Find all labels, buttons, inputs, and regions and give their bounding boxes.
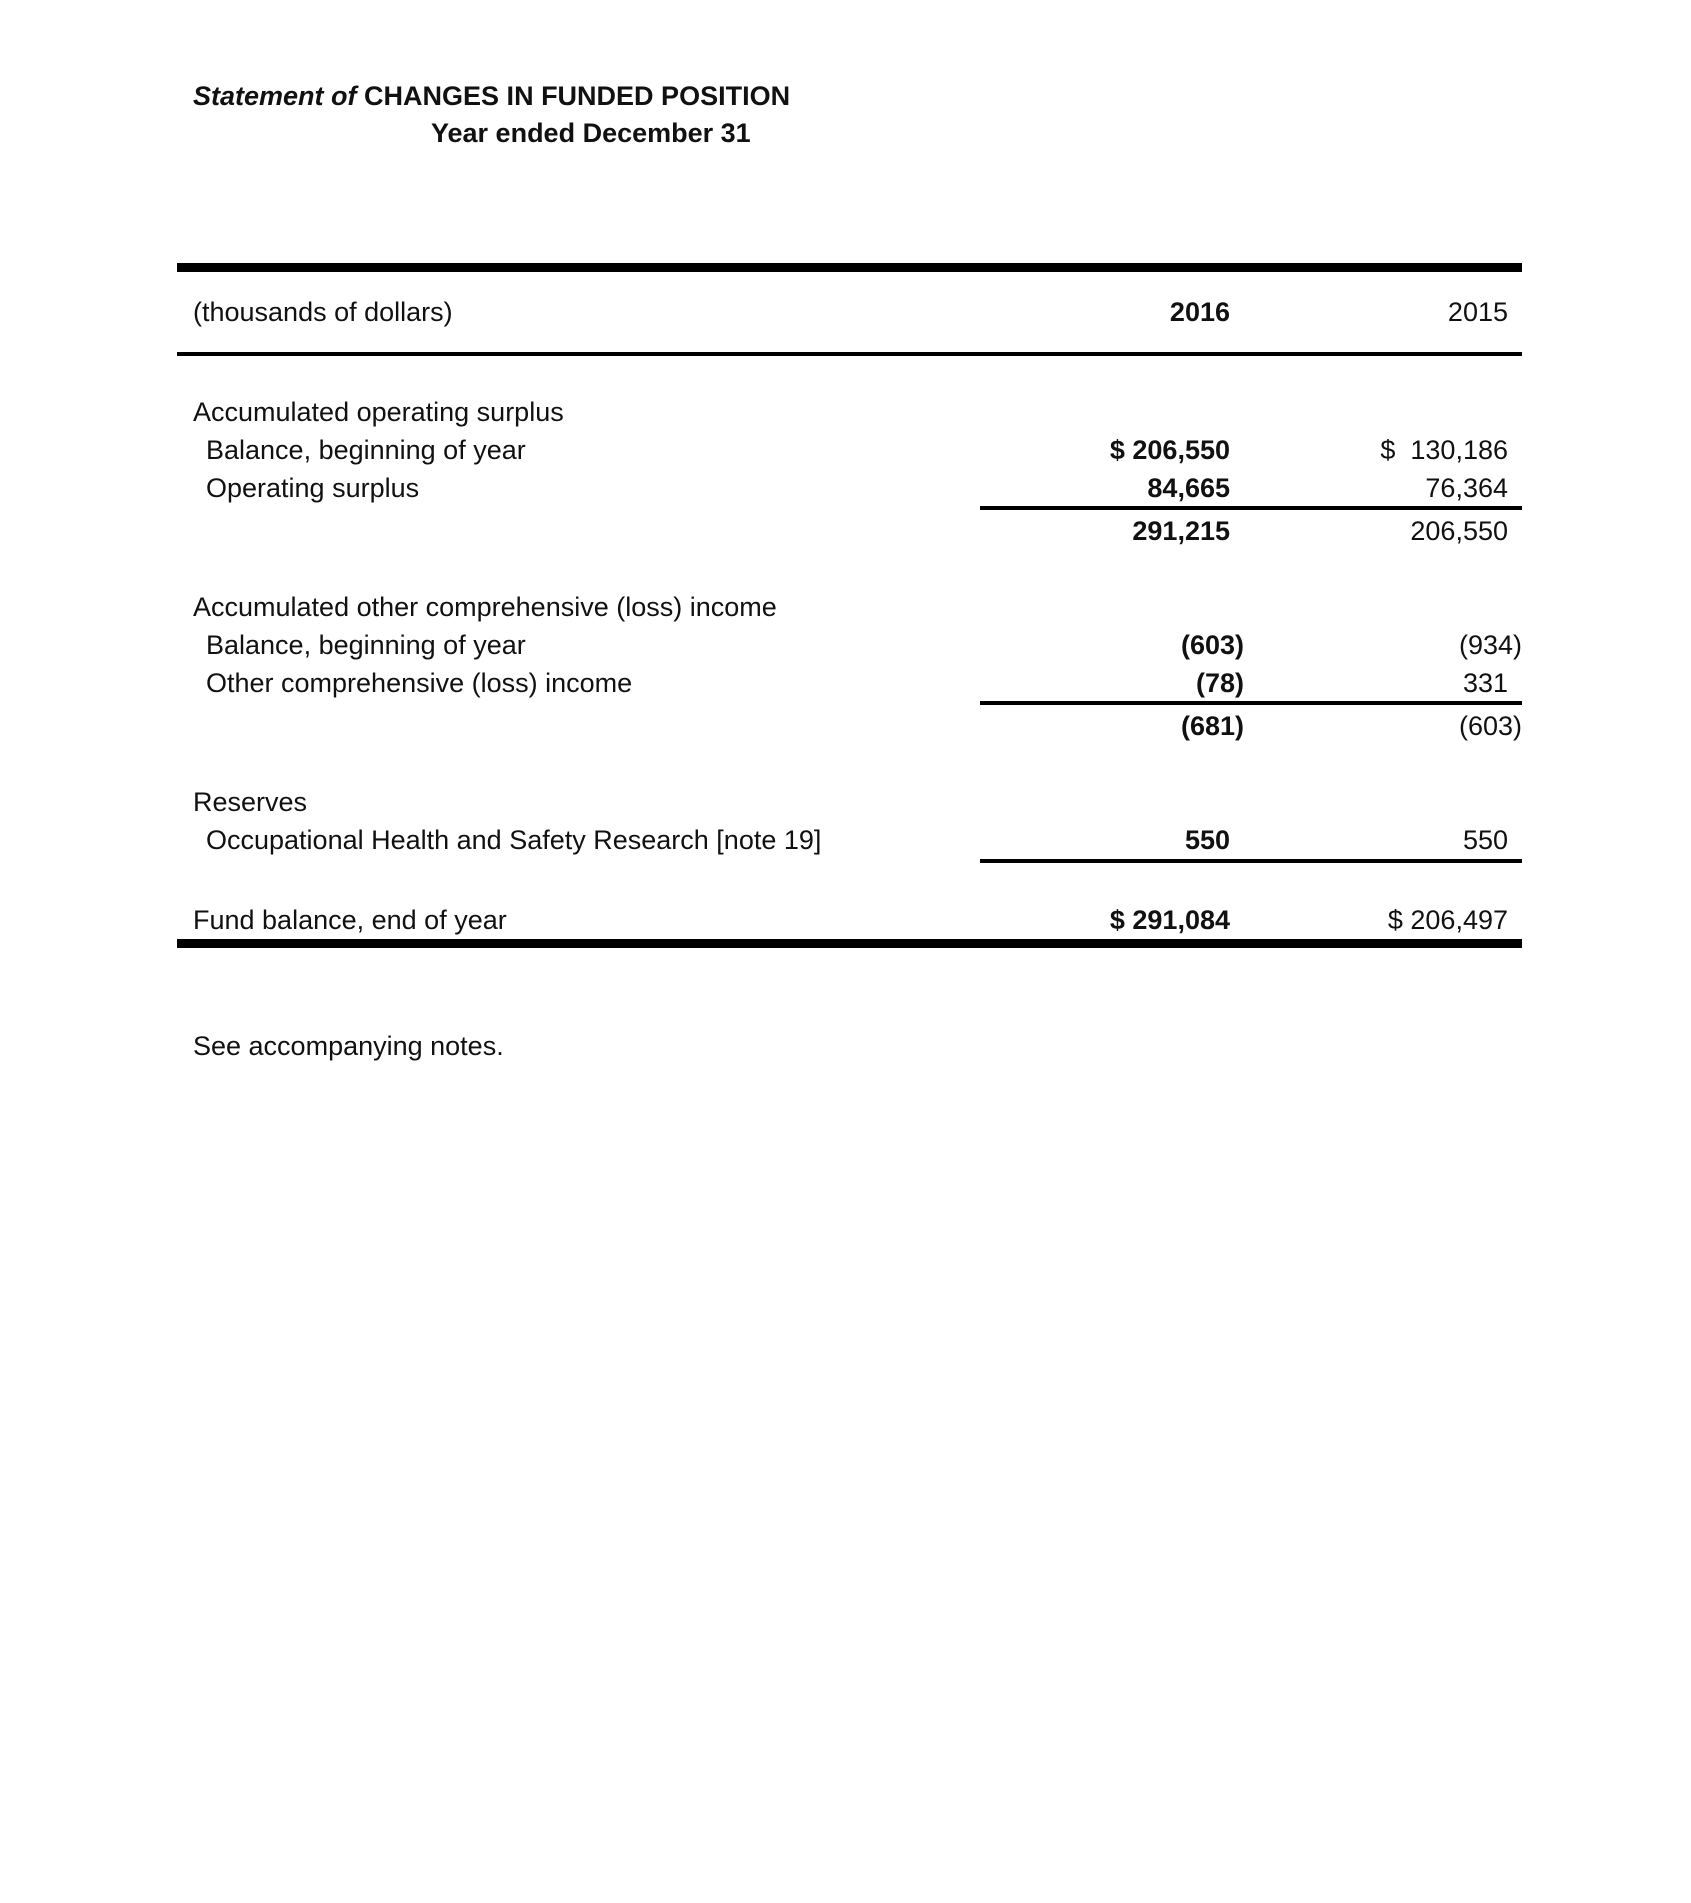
section-heading-reserves: Reserves [193,787,308,817]
row-label-aoci-other: Other comprehensive (loss) income [206,668,633,698]
value-2016-aoci-balance: (603) [1180,630,1244,660]
value-2016-operating-subtotal: 291,215 [1132,516,1230,546]
value-2016-aoci-other: (78) [1195,668,1244,698]
value-2016-ohs-research: 550 [1184,825,1230,855]
statement-title [193,78,993,115]
section-heading-aoci: Accumulated other comprehensive (loss) income [193,592,777,622]
title-main: CHANGES IN FUNDED POSITION [364,81,791,111]
row-label-ohs-research: Occupational Health and Safety Research [note 19] [206,825,822,855]
footnote: See accompanying notes. [193,1031,504,1061]
row-label-fund-balance: Fund balance, end of year [193,905,507,935]
units-label: (thousands of dollars) [193,297,453,327]
section-heading-operating: Accumulated operating surplus [193,397,564,427]
value-2016-operating-balance: $ 206,550 [1109,435,1230,465]
aoci-subtotal-rule [980,701,1522,705]
reserves-subtotal-rule [980,859,1522,863]
statement-title-block [193,78,993,152]
column-header-2016: 2016 [1169,297,1230,327]
value-2015-operating-surplus: 76,364 [1425,473,1508,503]
value-2015-operating-subtotal: 206,550 [1410,516,1508,546]
header-rule [177,352,1522,356]
value-2015-aoci-other: 331 [1462,668,1508,698]
statement-subtitle: Year ended December 31 [431,118,751,148]
value-2016-fund-balance: $ 291,084 [1109,905,1230,935]
top-rule [177,263,1522,272]
value-2015-ohs-research: 550 [1462,825,1508,855]
value-2016-aoci-subtotal: (681) [1180,711,1244,741]
row-label-operating-surplus: Operating surplus [206,473,420,503]
value-2015-fund-balance: $ 206,497 [1387,905,1508,935]
row-label-operating-balance: Balance, beginning of year [206,435,526,465]
title-prefix: Statement of [193,81,357,111]
operating-subtotal-rule [980,506,1522,510]
bottom-rule [177,939,1522,948]
column-header-2015: 2015 [1447,297,1508,327]
row-label-aoci-balance: Balance, beginning of year [206,630,526,660]
value-2015-aoci-balance: (934) [1458,630,1522,660]
value-2015-operating-balance: $ 130,186 [1380,435,1508,465]
value-2016-operating-surplus: 84,665 [1147,473,1230,503]
value-2015-aoci-subtotal: (603) [1458,711,1522,741]
